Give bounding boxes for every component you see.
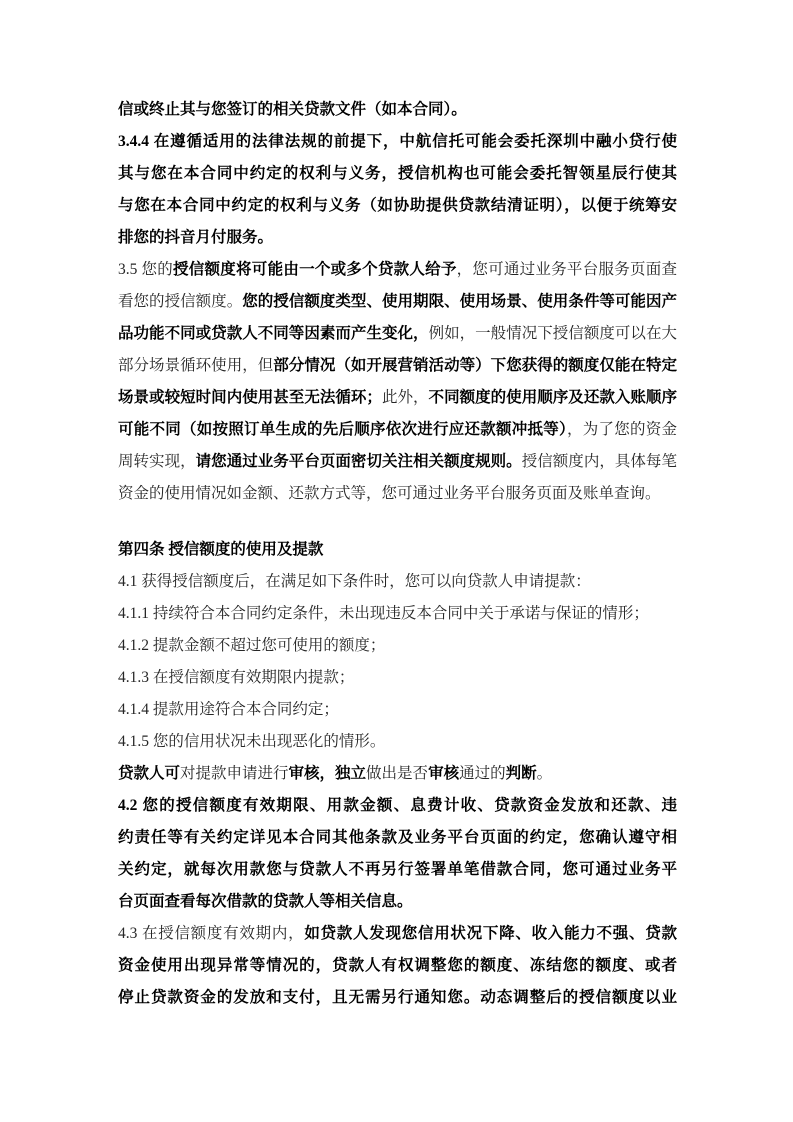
text-run: 通过的 <box>459 765 506 782</box>
para-4-1-4 <box>118 694 677 726</box>
text-line <box>118 694 677 726</box>
text-run: 做出是否 <box>366 765 429 782</box>
para-4-1-5 <box>118 726 677 758</box>
text-line <box>118 886 677 918</box>
text-run: 请您通过业务平台页面密切关注相关额度规则。 <box>195 453 522 470</box>
para-4-1-1 <box>118 598 677 630</box>
para-3-4-3-continuation <box>118 94 677 126</box>
text-run: 资金的使用情况如金额、还款方式等，您可通过业务平台服务页面及账单查询。 <box>118 485 661 502</box>
text-line <box>118 918 677 950</box>
text-run: 例如，一般情况下授信额度可以在大 <box>428 325 677 342</box>
text-line <box>118 286 677 318</box>
para-4-1-3 <box>118 662 677 694</box>
text-run: 信或终止其与您签订的相关贷款文件（如本合同）。 <box>118 101 467 118</box>
text-line <box>118 446 677 478</box>
text-run: 停止贷款资金的发放和支付，且无需另行通知您。动态调整后的授信额度以业 <box>118 989 677 1006</box>
text-line <box>118 158 677 190</box>
text-line <box>118 318 677 350</box>
text-run: 场景或较短时间内使用甚至无法循环； <box>118 389 382 406</box>
text-run: 与您在本合同中约定的权利与义务（如协助提供贷款结清证明），以便于统筹安 <box>118 197 677 214</box>
text-run: 约责任等有关约定详见本合同其他条款及业务平台页面的约定，您确认遵守相 <box>118 829 677 846</box>
text-run: ，您可通过业务平台服务页面查 <box>456 261 677 278</box>
section-heading-line <box>118 534 677 566</box>
text-line <box>118 950 677 982</box>
para-3-5 <box>118 254 677 510</box>
para-4-3 <box>118 918 677 1014</box>
text-run: 4.1.1 持续符合本合同约定条件，未出现违反本合同中关于承诺与保证的情形； <box>118 605 649 622</box>
text-run: ，为了您的资金 <box>566 421 677 438</box>
text-run: 授信额度将可能由一个或多个贷款人给予 <box>173 261 457 278</box>
text-run: 4.1.5 您的信用状况未出现恶化的情形。 <box>118 733 386 750</box>
text-run: 4.3 在授信额度有效期内， <box>118 925 305 942</box>
heading-section-4 <box>118 534 677 566</box>
text-run: 看您的授信额度。 <box>118 293 243 310</box>
text-line <box>118 822 677 854</box>
text-line <box>118 126 677 158</box>
text-run: 部分场景循环使用，但 <box>118 357 274 374</box>
text-run: 品功能不同或贷款人不同等因素而产生变化， <box>118 325 429 342</box>
text-line <box>118 982 677 1014</box>
text-line <box>118 222 677 254</box>
text-run: 部分情况（如开展营销活动等）下您获得的额度仅能在特定 <box>273 357 677 374</box>
text-run: 4.1.2 提款金额不超过您可使用的额度； <box>118 637 386 654</box>
text-run: 贷款人可 <box>118 765 181 782</box>
para-lender-review <box>118 758 677 790</box>
text-run: 排您的抖音月付服务。 <box>118 229 274 246</box>
text-line <box>118 254 677 286</box>
paragraph-spacer <box>118 510 677 534</box>
text-run: 判断 <box>505 765 537 782</box>
text-run: 如贷款人发现您信用状况下降、收入能力不强、贷款 <box>304 925 677 942</box>
text-line <box>118 758 677 790</box>
para-3-4-4 <box>118 126 677 254</box>
text-run: 4.1 获得授信额度后，在满足如下条件时，您可以向贷款人申请提款： <box>118 573 591 590</box>
text-run: 3.4.4 在遵循适用的法律法规的前提下，中航信托可能会委托深圳中融小贷行使 <box>118 133 677 150</box>
text-run: 关约定，就每次用款您与贷款人不再另行签署单笔借款合同，您可通过业务平 <box>118 861 677 878</box>
document-body <box>118 94 677 1014</box>
text-run: 授信额度内，具体每笔 <box>521 453 677 470</box>
text-run: 资金使用出现异常等情况的，贷款人有权调整您的额度、冻结您的额度、或者 <box>118 957 677 974</box>
text-run: 对提款申请进行 <box>180 765 289 782</box>
text-run: 台页面查看每次借款的贷款人等相关信息。 <box>118 893 413 910</box>
text-run: 此外， <box>381 389 429 406</box>
text-run: 3.5 您的 <box>118 261 174 278</box>
text-line <box>118 382 677 414</box>
text-line <box>118 854 677 886</box>
para-4-1-2 <box>118 630 677 662</box>
para-4-1 <box>118 566 677 598</box>
text-line <box>118 350 677 382</box>
text-run: 可能不同（如按照订单生成的先后顺序依次进行应还款额冲抵等） <box>118 421 567 438</box>
text-line <box>118 630 677 662</box>
text-run: 4.2 您的授信额度有效期限、用款金额、息费计收、贷款资金发放和还款、违 <box>118 797 677 814</box>
text-line <box>118 566 677 598</box>
text-run: 周转实现， <box>118 453 196 470</box>
text-line <box>118 726 677 758</box>
text-line <box>118 598 677 630</box>
text-line <box>118 94 677 126</box>
text-line <box>118 478 677 510</box>
text-run: 您的授信额度类型、使用期限、使用场景、使用条件等可能因产 <box>242 293 677 310</box>
text-run: 不同额度的使用顺序及还款入账顺序 <box>428 389 677 406</box>
text-run: 其与您在本合同中约定的权利与义务，授信机构也可能会委托智领星辰行使其 <box>118 165 677 182</box>
text-run: 。 <box>536 765 553 782</box>
text-line <box>118 790 677 822</box>
text-line <box>118 662 677 694</box>
text-run: 审核 <box>428 765 460 782</box>
text-run: 4.1.4 提款用途符合本合同约定； <box>118 701 339 718</box>
text-run: 第四条 授信额度的使用及提款 <box>118 541 324 558</box>
text-run: 审核，独立 <box>288 765 367 782</box>
text-run: 4.1.3 在授信额度有效期限内提款； <box>118 669 355 686</box>
text-line <box>118 414 677 446</box>
text-line <box>118 190 677 222</box>
para-4-2 <box>118 790 677 918</box>
